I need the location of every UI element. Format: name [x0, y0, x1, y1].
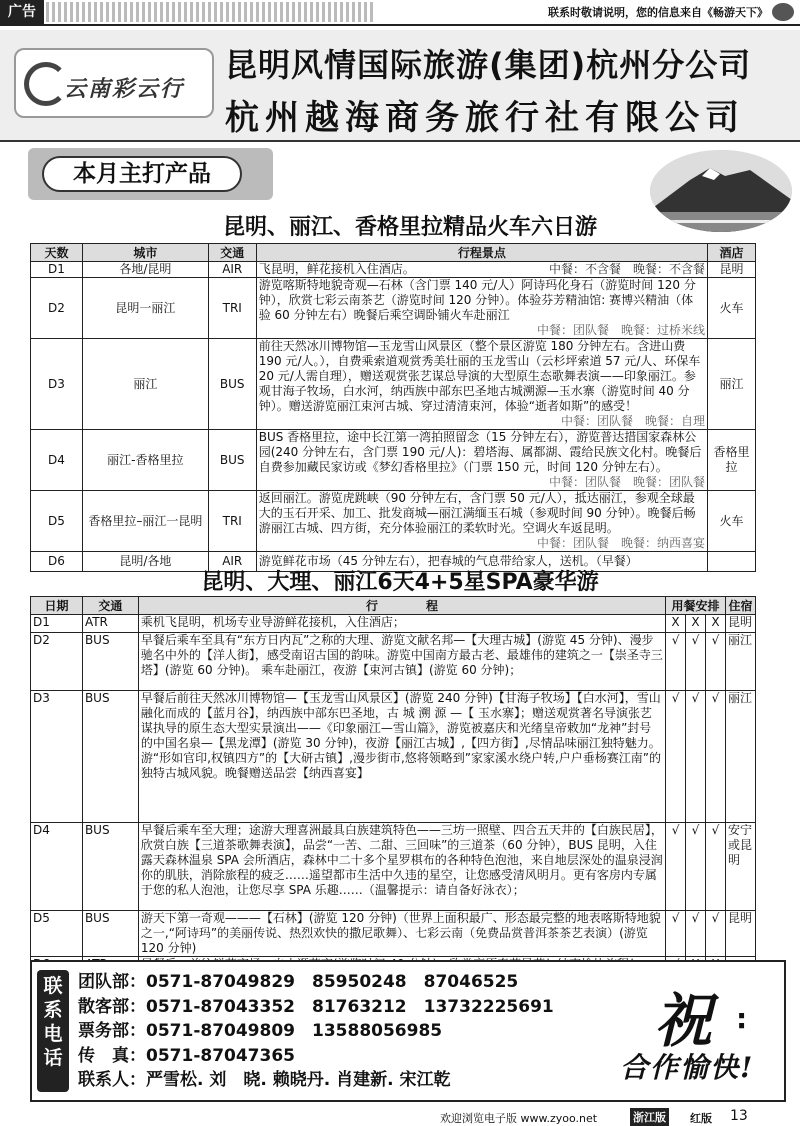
contact-label-char: 电 — [43, 1023, 63, 1045]
meal-lunch: √ — [686, 823, 706, 911]
itinerary-cell — [256, 262, 707, 278]
meal-info: 中餐：团队餐 晚餐：过桥米线 — [537, 323, 706, 337]
company-header — [0, 30, 800, 142]
tour2-title: 昆明、大理、丽江6天4+5星SPA豪华游 — [201, 570, 599, 595]
table-row — [31, 691, 756, 823]
contact-line: 传 真：0571-87047365 — [78, 1045, 295, 1066]
transport-cell: AIR — [208, 552, 256, 572]
meal-dinner: X — [706, 615, 726, 633]
itinerary-cell: 游天下第一奇观———【石林】(游览 120 分钟)（世界上面积最广、形态最完整的地表喀斯特地貌之一,“阿诗玛”的美丽传说、热烈欢快的撒尼歌舞）、七彩云南（免费品赏普洱茶茶艺表演）(游览 120 分钟) — [138, 911, 665, 957]
tour2-header-row — [31, 597, 756, 615]
day-cell: D2 — [31, 633, 83, 691]
notice-text: 联系时敬请说明，您的信息来自《畅游天下》 — [548, 6, 768, 19]
itinerary-cell — [256, 278, 707, 339]
tour1-title: 昆明、丽江、香格里拉精品火车六日游 — [222, 215, 597, 240]
meal-lunch: √ — [686, 691, 706, 823]
transport-cell: TRI — [208, 491, 256, 552]
table-row — [31, 339, 756, 430]
city-cell: 昆明/各地 — [82, 552, 208, 572]
meal-breakfast: √ — [666, 633, 686, 691]
contact-label-char: 系 — [43, 999, 63, 1021]
transport-cell: BUS — [208, 430, 256, 491]
hotel-cell: 安宁或昆明 — [725, 823, 755, 911]
meal-breakfast: X — [666, 615, 686, 633]
hotel-cell: 昆明 — [725, 911, 755, 957]
table-row — [31, 823, 756, 911]
company-name-2: 杭州越海商务旅行社有限公司 — [225, 98, 745, 138]
contact-line: 散客部：0571-87043352 81763212 13732225691 — [78, 996, 554, 1017]
transport-cell: ATR — [82, 615, 138, 633]
transport-cell: BUS — [82, 633, 138, 691]
table-row — [31, 633, 756, 691]
day-cell: D6 — [31, 552, 83, 572]
meal-lunch: √ — [686, 633, 706, 691]
blessing-big-char: 祝 — [654, 987, 713, 1055]
contact-box — [30, 960, 786, 1102]
itinerary-cell: 早餐后乘车至具有“东方日内瓦”之称的大理、游览文献名邦—【大理古城】(游览 45 分钟)、漫步驰名中外的【洋人街】，感受南诏古国的韵味。游览中国南方最古老、最雄伟的建筑之一【崇圣寺三塔】(游览 60 分钟)。 乘车赴丽江，夜游【束河古镇】(游览 60 分钟)； — [138, 633, 665, 691]
hotel-cell: 昆明 — [725, 615, 755, 633]
section-banner — [28, 148, 273, 200]
hotel-cell: 昆明 — [708, 262, 756, 278]
tour1-header-row — [31, 244, 756, 262]
swirl-icon — [24, 62, 68, 106]
itinerary-text: 游览鲜花市场（45 分钟左右），把春城的气息带给家人，送机。（早餐） — [258, 554, 638, 568]
hotel-cell: 丽江 — [725, 633, 755, 691]
itinerary-cell — [256, 339, 707, 430]
table-row — [31, 911, 756, 957]
transport-cell: BUS — [82, 823, 138, 911]
itinerary-text: BUS 香格里拉，途中长江第一湾拍照留念（15 分钟左右），游览普达措国家森林公园(240 分钟左右，含门票 190 元/人)：碧塔海、属都湖、霞给民族文化村。晚餐后自费参加藏民家访或《梦幻香格里拉》（门票 150 元，时间 120 分钟左右）。 — [258, 430, 702, 474]
meal-dinner: √ — [706, 823, 726, 911]
day-cell: D1 — [31, 615, 83, 633]
day-cell: D4 — [31, 823, 83, 911]
itinerary-cell: 早餐后乘车至大理；途游大理喜洲最具白族建筑特色——三坊一照壁、四合五天井的【白族民居】，欣赏白族【三道茶歌舞表演】，品尝“一苦、二甜、三回味”的三道茶（60 分钟），BUS 昆明，入住露天森林温泉 SPA 会所酒店，森林中二十多个星罗棋布的各种特色泡池，来自地层深处的温泉浸润你的肌肤，消除旅程的疲乏……遥望都市生活中久违的星空，让您感受清风明月。更有客房内专属于您的私人泡池，让您尽享 SPA 乐趣……（温馨提示：请自备好泳衣）； — [138, 823, 665, 911]
dotted-stripe — [46, 2, 376, 22]
meal-info: 中餐：不含餐 晚餐：不含餐 — [549, 262, 706, 276]
table-row — [31, 491, 756, 552]
meal-breakfast: √ — [666, 691, 686, 823]
day-cell: D1 — [31, 262, 83, 278]
itinerary-text: 游览喀斯特地貌奇观—石林（含门票 140 元/人）阿诗玛化身石（游览时间 120 分钟），欣赏七彩云南茶艺（游览时间 120 分钟）。体验芬芳精油馆: 赛博兴精油（体验 60 分钟左右）晚餐后乘空调卧铺火车赴丽江 — [258, 278, 696, 322]
city-cell: 丽江 — [82, 339, 208, 430]
city-cell: 各地/昆明 — [82, 262, 208, 278]
meal-info: 中餐：团队餐 晚餐：纳西喜宴 — [537, 536, 706, 550]
logo-text: 云南彩云行 — [64, 76, 185, 102]
meal-info: 中餐：团队餐 晚餐：团队餐 — [549, 475, 706, 489]
section-title: 本月主打产品 — [42, 156, 242, 192]
contact-line: 团队部：0571-87049829 85950248 87046525 — [78, 972, 519, 992]
meal-breakfast: √ — [666, 911, 686, 957]
tour1-header-cell: 城市 — [82, 244, 208, 262]
top-bar — [0, 0, 800, 26]
footer — [0, 1106, 800, 1126]
day-cell: D4 — [31, 430, 83, 491]
table-row — [31, 430, 756, 491]
itinerary-cell: 早餐后前往天然冰川博物馆—【玉龙雪山风景区】(游览 240 分钟)【甘海子牧场】【白水河】，雪山融化而成的【蓝月谷】，纳西族中部东巴圣地，古 城 溯 源 —【 玉水寨】；赠送观赏著名导演张艺谋执导的原生态大型实景演出——《印象丽江—雪山篇》，游览被嘉庆和光绪皇帝敕加“龙神”封号的中国名泉—【黑龙潭】(游览 30 分钟)，夜游【丽江古城】,【四方街】,尽情品味丽江独特魅力。游“形如官印,权镇四方”的【大研古镇】,漫步街市,悠将领略到”家家溪水绕户转,户户垂杨赛江南”的独特古城风貌。晚餐赠送品尝【纳西喜宴】 — [138, 691, 665, 823]
contact-lines — [78, 970, 554, 1093]
itinerary-text: 前往天然冰川博物馆—玉龙雪山风景区（整个景区游览 180 分钟左右。含进山费 190 元/人。），自费乘索道观赏秀美壮丽的玉龙雪山（云杉坪索道 57 元/人、环保车 20 元/人需自理），赠送观赏张艺谋总导演的大型原生态歌舞表演——印象丽江。参观甘海子牧场，白水河，纳西族中部东巴圣地古城溯源—玉水寨（游览时间 40 分钟）。赠送游览丽江束河古城、穿过清清束河，体验“逝者如斯”的感受！ — [258, 339, 701, 413]
footer-site: 欢迎浏览电子版 www.zyoo.net — [440, 1112, 598, 1125]
page-number: 13 — [730, 1108, 748, 1124]
tour2-header-cell: 用餐安排 — [666, 597, 726, 615]
day-cell: D2 — [31, 278, 83, 339]
footer-color-edition: 红版 — [690, 1112, 712, 1125]
meal-lunch: √ — [686, 911, 706, 957]
tour1-header-cell: 天数 — [31, 244, 83, 262]
meal-lunch: X — [686, 615, 706, 633]
meal-info: 中餐：团队餐 晚餐：自理 — [561, 414, 706, 428]
meal-dinner: √ — [706, 633, 726, 691]
day-cell: D5 — [31, 911, 83, 957]
hotel-cell: 火车 — [708, 278, 756, 339]
itinerary-cell — [256, 491, 707, 552]
table-row — [31, 615, 756, 633]
magazine-logo-icon — [772, 3, 794, 21]
meal-dinner: √ — [706, 911, 726, 957]
hotel-cell: 火车 — [708, 491, 756, 552]
day-cell: D3 — [31, 691, 83, 823]
hotel-cell: 丽江 — [725, 691, 755, 823]
itinerary-cell: 乘机飞昆明，机场专业导游鲜花接机，入住酒店； — [138, 615, 665, 633]
itinerary-text: 返回丽江。游览虎跳峡（90 分钟左右，含门票 50 元/人），抵达丽江，参观全球最大的玉石开采、加工、批发商城—丽江满缅玉石城（参观时间 90 分钟）。晚餐后畅游丽江古城、四方街，充分体验丽江的柔软时光。空调火车返昆明。 — [258, 491, 696, 535]
tour1-header-cell: 酒店 — [708, 244, 756, 262]
ad-tag: 广告 — [0, 0, 44, 24]
tour2-header-cell: 交通 — [82, 597, 138, 615]
transport-cell: BUS — [82, 691, 138, 823]
hotel-cell: 香格里拉 — [708, 430, 756, 491]
contact-label-char: 话 — [43, 1047, 63, 1069]
footer-edition: 浙江版 — [630, 1108, 669, 1126]
tour2-table — [30, 596, 756, 989]
contact-line: 联系人：严雪松. 刘 晓. 赖晓丹. 肖建新. 宋江乾 — [78, 1070, 451, 1090]
blessing — [614, 974, 784, 1094]
transport-cell: AIR — [208, 262, 256, 278]
meal-dinner: √ — [706, 691, 726, 823]
tour2-header-cell: 住宿 — [725, 597, 755, 615]
tour1-table — [30, 243, 756, 572]
blessing-colon: : — [736, 1002, 748, 1035]
tour1-header-cell: 行程景点 — [256, 244, 707, 262]
itinerary-text: 飞昆明，鲜花接机入住酒店。 — [258, 262, 415, 276]
meal-breakfast: √ — [666, 823, 686, 911]
city-cell: 丽江-香格里拉 — [82, 430, 208, 491]
day-cell: D3 — [31, 339, 83, 430]
table-row — [31, 278, 756, 339]
tour2-header-cell: 日期 — [31, 597, 83, 615]
table-row — [31, 262, 756, 278]
city-cell: 昆明一丽江 — [82, 278, 208, 339]
contact-label — [37, 970, 69, 1092]
transport-cell: BUS — [208, 339, 256, 430]
transport-cell: TRI — [208, 278, 256, 339]
hotel-cell: 丽江 — [708, 339, 756, 430]
contact-label-char: 联 — [43, 975, 63, 997]
transport-cell: BUS — [82, 911, 138, 957]
company-logo — [14, 48, 214, 118]
company-name-1: 昆明风情国际旅游(集团)杭州分公司 — [225, 46, 752, 84]
contact-line: 票务部：0571-87049809 13588056985 — [78, 1021, 443, 1041]
city-cell: 香格里拉–丽江一昆明 — [82, 491, 208, 552]
tour1-header-cell: 交通 — [208, 244, 256, 262]
tour2-header-cell: 行 程 — [138, 597, 665, 615]
blessing-text: 合作愉快! — [620, 1051, 755, 1084]
day-cell: D5 — [31, 491, 83, 552]
itinerary-cell — [256, 430, 707, 491]
